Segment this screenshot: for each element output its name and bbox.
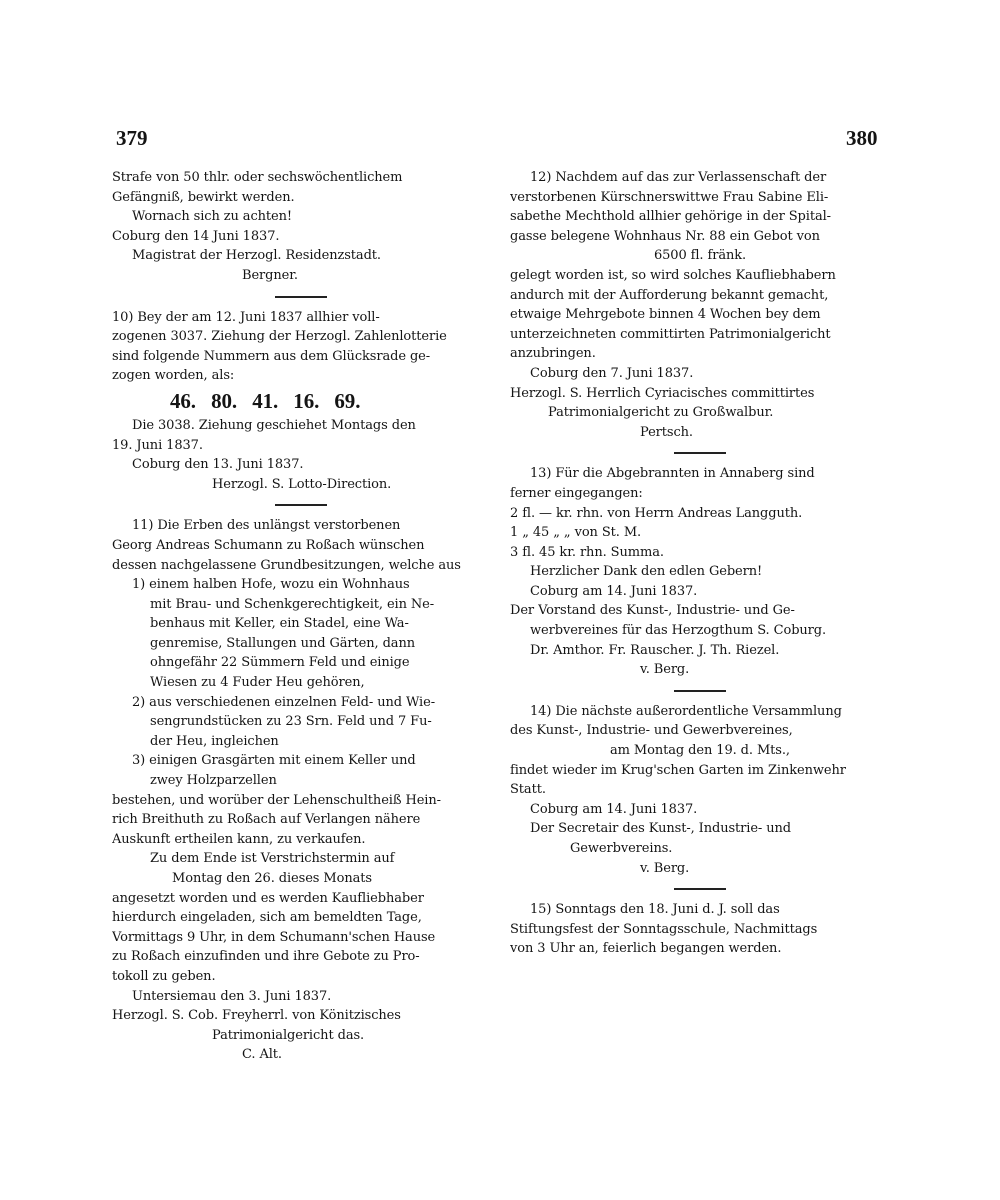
page-number-left: 379 (116, 126, 148, 150)
text-line: ohngefähr 22 Sümmern Feld und einige (150, 655, 410, 671)
text-line: 2) aus verschiedenen einzelnen Feld- und Wie- (132, 694, 435, 710)
text-line: sind folgende Nummern aus dem Glücksrade ge- (112, 348, 431, 364)
text-line: Untersiemau den 3. Juni 1837. (132, 988, 332, 1004)
left-column (112, 168, 490, 1065)
text-line: 15) Sonntags den 18. Juni d. J. soll das (530, 902, 780, 918)
text-line: 11) Die Erben des unlängst verstorbenen (132, 518, 401, 534)
text-line: von 3 Uhr an, feierlich begangen werden. (510, 941, 782, 957)
text-line: ferner eingegangen: (510, 485, 643, 501)
text-line: Coburg den 14 Juni 1837. (112, 228, 280, 244)
text-line: gasse belegene Wohnhaus Nr. 88 ein Gebot von (510, 228, 820, 244)
text-line: Herzogl. S. Herrlich Cyriacisches committirtes (510, 385, 815, 401)
text-line: mit Brau- und Schenkgerechtigkeit, ein Ne- (150, 596, 435, 612)
text-line: dessen nachgelassene Grundbesitzungen, welche aus (112, 557, 461, 573)
text-line: Dr. Amthor. Fr. Rauscher. J. Th. Riezel. (530, 642, 780, 658)
text-line: 12) Nachdem auf das zur Verlassenschaft der (530, 170, 827, 185)
text-line: Coburg am 14. Juni 1837. (530, 583, 698, 599)
text-line: Wiesen zu 4 Fuder Heu gehören, (150, 675, 365, 691)
text-line: Pertsch. (640, 424, 693, 440)
text-line: Bergner. (242, 267, 298, 283)
text-line: hierdurch eingeladen, sich am bemeldten Tage, (112, 910, 422, 926)
text-line: werbvereines für das Herzogthum S. Coburg. (530, 623, 827, 639)
page-number-right: 380 (846, 126, 878, 150)
text-line: Vormittags 9 Uhr, in dem Schumann'schen Hause (112, 929, 436, 945)
text-line: zogen worden, als: (112, 368, 235, 384)
text-line: findet wieder im Krug'schen Garten im Zinkenwehr (510, 762, 846, 778)
text-line: Der Secretair des Kunst-, Industrie- und (530, 821, 792, 837)
text-line: bestehen, und worüber der Lehenschultheiß Hein- (112, 792, 441, 808)
text-line: v. Berg. (640, 860, 690, 876)
text-line: Herzlicher Dank den edlen Gebern! (530, 564, 763, 580)
section-divider (510, 442, 890, 464)
text-line: Gewerbvereins. (570, 841, 673, 856)
text-line: 46. 80. 41. 16. 69. (170, 388, 361, 413)
text-line: angesetzt worden und es werden Kaufliebhaber (112, 890, 424, 906)
text-line: 3) einigen Grasgärten mit einem Keller und (132, 753, 416, 769)
text-line: tokoll zu geben. (112, 968, 216, 984)
text-line: am Montag den 19. d. Mts., (610, 743, 790, 759)
text-line: v. Berg. (640, 662, 690, 678)
text-line: unterzeichneten committirten Patrimonialgericht (510, 326, 831, 342)
text-line: Coburg den 7. Juni 1837. (530, 365, 694, 381)
text-line: 19. Juni 1837. (112, 437, 203, 453)
text-line: Georg Andreas Schumann zu Roßach wünschen (112, 537, 425, 553)
text-line: 10) Bey der am 12. Juni 1837 allhier voll- (112, 309, 380, 325)
text-line: zu Roßach einzufinden und ihre Gebote zu Pro- (112, 949, 420, 965)
right-column (510, 168, 890, 959)
text-line: Auskunft ertheilen kann, zu verkaufen. (112, 831, 366, 847)
text-line: Patrimonialgericht das. (212, 1027, 365, 1043)
text-line: benhaus mit Keller, ein Stadel, eine Wa- (150, 616, 409, 632)
text-line: genremise, Stallungen und Gärten, dann (150, 635, 415, 651)
text-line: 6500 fl. fränk. (653, 248, 747, 264)
text-line: gelegt worden ist, so wird solches Kaufliebhabern (510, 267, 836, 283)
text-line: Der Vorstand des Kunst-, Industrie- und Ge- (510, 603, 795, 619)
text-line: 1 „ 45 „ „ von St. M. (510, 525, 642, 541)
text-line: C. Alt. (242, 1047, 282, 1063)
text-line: Statt. (510, 782, 546, 798)
text-line: 13) Für die Abgebrannten in Annaberg sind (530, 466, 815, 482)
text-line: Coburg am 14. Juni 1837. (530, 801, 698, 817)
text-line: Herzogl. S. Lotto-Direction. (212, 476, 392, 492)
text-line: Herzogl. S. Cob. Freyherrl. von Könitzisches (112, 1008, 401, 1024)
text-line: Strafe von 50 thlr. oder sechswöchentlichem (112, 170, 403, 185)
text-line: Patrimonialgericht zu Großwalbur. (548, 405, 774, 421)
section-divider (510, 680, 890, 702)
text-line: Stiftungsfest der Sonntagsschule, Nachmittags (510, 921, 818, 937)
text-line: Gefängniß, bewirkt werden. (112, 189, 295, 205)
text-line: anzubringen. (510, 346, 596, 362)
text-line: Coburg den 13. Juni 1837. (132, 457, 304, 473)
text-line: zwey Holzparzellen (150, 773, 277, 789)
text-line: Wornach sich zu achten! (132, 209, 293, 225)
text-line: 1) einem halben Hofe, wozu ein Wohnhaus (132, 577, 410, 593)
text-line: 2 fl. — kr. rhn. von Herrn Andreas Langguth. (510, 505, 803, 521)
text-line: 3 fl. 45 kr. rhn. Summa. (510, 544, 664, 560)
text-line: verstorbenen Kürschnerswittwe Frau Sabine Eli- (510, 189, 829, 205)
text-line: andurch mit der Aufforderung bekannt gemacht, (510, 287, 829, 303)
text-line: Die 3038. Ziehung geschiehet Montags den (132, 417, 416, 433)
text-line: rich Breithuth zu Roßach auf Verlangen nähere (112, 812, 421, 828)
text-line: etwaige Mehrgebote binnen 4 Wochen bey dem (510, 307, 821, 323)
section-divider (112, 494, 490, 516)
text-line: Montag den 26. dieses Monats (172, 871, 372, 886)
text-line: der Heu, ingleichen (150, 733, 279, 749)
section-divider (510, 878, 890, 900)
text-line: Zu dem Ende ist Verstrichstermin auf (150, 851, 395, 867)
text-line: sabethe Mechthold allhier gehörige in der Spital- (510, 209, 831, 225)
text-line: sengrundstücken zu 23 Srn. Feld und 7 Fu- (150, 714, 432, 730)
section-divider (112, 286, 490, 308)
text-line: 14) Die nächste außerordentliche Versammlung (530, 703, 842, 719)
text-line: des Kunst-, Industrie- und Gewerbvereines, (510, 723, 793, 739)
text-line: Magistrat der Herzogl. Residenzstadt. (132, 248, 381, 264)
text-line: zogenen 3037. Ziehung der Herzogl. Zahlenlotterie (112, 329, 447, 345)
